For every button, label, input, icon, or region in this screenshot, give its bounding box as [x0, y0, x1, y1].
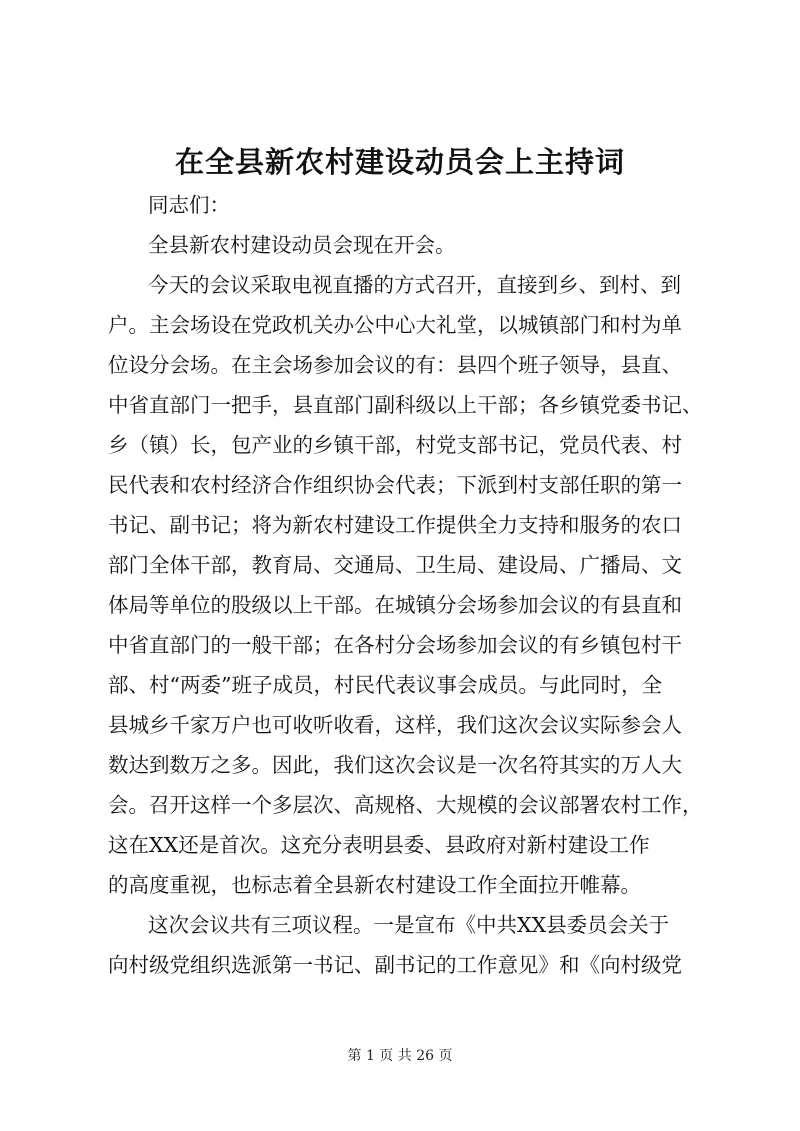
text-line: 县城乡千家万户也可收听收看，这样，我们这次会议实际参会人	[108, 713, 682, 737]
document-title: 在全县新农村建设动员会上主持词	[174, 145, 625, 179]
text-line: 中省直部门一把手，县直部门副科级以上干部；各乡镇党委书记、	[108, 393, 703, 417]
text-line: 体局等单位的股级以上干部。在城镇分会场参加会议的有县直和	[108, 593, 682, 617]
page-footer: 第 1 页 共 26 页	[347, 1048, 453, 1064]
text-line: 户。主会场设在党政机关办公中心大礼堂，以城镇部门和村为单	[108, 313, 682, 337]
text-line: 乡（镇）长，包产业的乡镇干部，村党支部书记，党员代表、村	[108, 433, 682, 457]
text-line: 向村级党组织选派第一书记、副书记的工作意见》和《向村级党	[108, 953, 682, 977]
text-line: 中省直部门的一般干部；在各村分会场参加会议的有乡镇包村干	[108, 633, 682, 657]
text-line: 部门全体干部，教育局、交通局、卫生局、建设局、广播局、文	[108, 553, 682, 577]
text-line: 全县新农村建设动员会现在开会。	[148, 233, 456, 257]
text-line: 这在XX还是首次。这充分表明县委、县政府对新村建设工作	[108, 833, 650, 857]
text-line: 书记、副书记；将为新农村建设工作提供全力支持和服务的农口	[108, 513, 682, 537]
text-line: 的高度重视，也标志着全县新农村建设工作全面拉开帷幕。	[108, 873, 641, 897]
text-line: 会。召开这样一个多层次、高规格、大规模的会议部署农村工作，	[108, 793, 703, 817]
text-line: 数达到数万之多。因此，我们这次会议是一次名符其实的万人大	[108, 753, 682, 777]
text-line: 部、村“两委”班子成员，村民代表议事会成员。与此同时，全	[108, 673, 662, 697]
text-line: 同志们：	[148, 193, 230, 217]
text-line: 民代表和农村经济合作组织协会代表；下派到村支部任职的第一	[108, 473, 682, 497]
text-line: 这次会议共有三项议程。一是宣布《中共XX县委员会关于	[148, 913, 670, 937]
text-line: 今天的会议采取电视直播的方式召开，直接到乡、到村、到	[148, 273, 681, 297]
text-line: 位设分会场。在主会场参加会议的有：县四个班子领导，县直、	[108, 353, 682, 377]
